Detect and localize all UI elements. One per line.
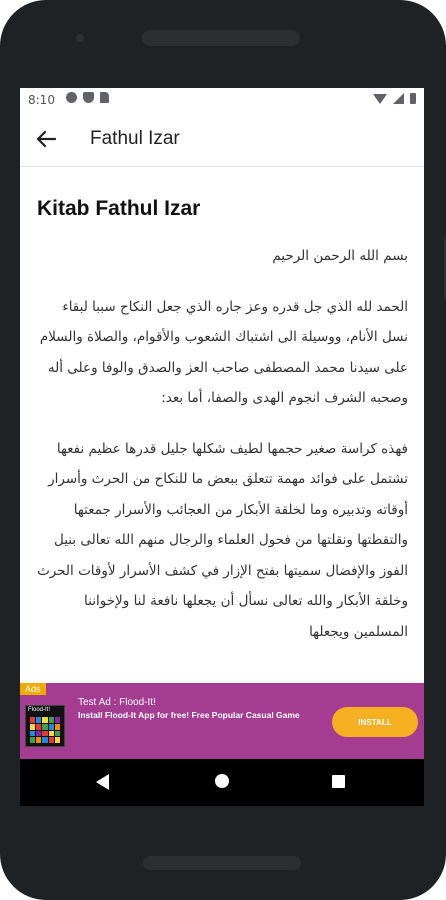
app-bar (20, 112, 424, 167)
ad-tag: Ads (20, 683, 46, 695)
app-bar-title: Fathul Izar (90, 128, 180, 149)
page-title: Kitab Fathul Izar (37, 197, 201, 220)
ad-title[interactable]: Test Ad : Flood-It! (78, 697, 156, 708)
status-time: 8:10 (28, 93, 55, 107)
earpiece-speaker (142, 30, 300, 46)
article-body (34, 241, 408, 667)
paragraph-intro: الحمد لله الذي جل قدره وعز جاره الذي جعل النكاح سببا لبقاء نسل الأنام، ووسيلة الى اشتباك الشعوب والأقوام، والصلاة والسلام على سيدنا محمد المصطفى صاحب العز والصدق والوفا وعلى أله وصحبه الشرف انجوم الهدى والصفا، أما بعد: (39, 298, 408, 406)
arrow-back-icon (36, 130, 56, 148)
ad-app-icon[interactable] (25, 705, 65, 747)
shield-icon (83, 92, 94, 103)
basmala-line: بسم الله الرحمن الرحيم (272, 248, 408, 264)
nav-recents-icon[interactable] (332, 775, 345, 788)
ad-description[interactable]: Install Flood-It App for free! Free Popular Casual Game (78, 710, 300, 720)
article-content[interactable] (20, 167, 424, 683)
flood-it-grid-icon (30, 717, 60, 743)
battery-icon (410, 93, 416, 104)
signal-icon (393, 93, 404, 104)
front-camera (76, 34, 84, 42)
ad-banner[interactable] (20, 683, 424, 759)
wifi-icon (373, 94, 387, 104)
settings-icon (66, 92, 77, 103)
status-bar (20, 88, 424, 112)
ad-app-icon-title: Flood-It! (28, 707, 51, 713)
bottom-speaker (143, 856, 301, 870)
back-button[interactable] (30, 123, 62, 155)
sd-card-icon (100, 92, 109, 103)
navigation-bar (20, 759, 424, 806)
install-button[interactable]: INSTALL (332, 707, 418, 737)
nav-home-icon[interactable] (215, 774, 229, 788)
nav-back-icon[interactable] (96, 774, 109, 790)
paragraph-main: فهذه كراسة صغير حجمها لطيف شكلها جليل قدرها عظيم نفعها تشتمل على فوائد مهمة تتعلق ببعض ما للنكاح من الحرث وأسرار أوقاته وتدبيره وما لخلقة الأبكار من العجائب والأسرار جمعتها والتقطتها ونقلتها من فحول العلماء والرجال منهم الله تعالى بنيل الفوز والإفضال سميتها بفتح الإزار في كشف الأسرار لأوقات الحرث وخلقة الأبكار والله تعالى نسأل أن يجعلها نافعة لنا ولإخواننا المسلمين ويجعلها (37, 440, 408, 640)
screen (20, 88, 424, 806)
